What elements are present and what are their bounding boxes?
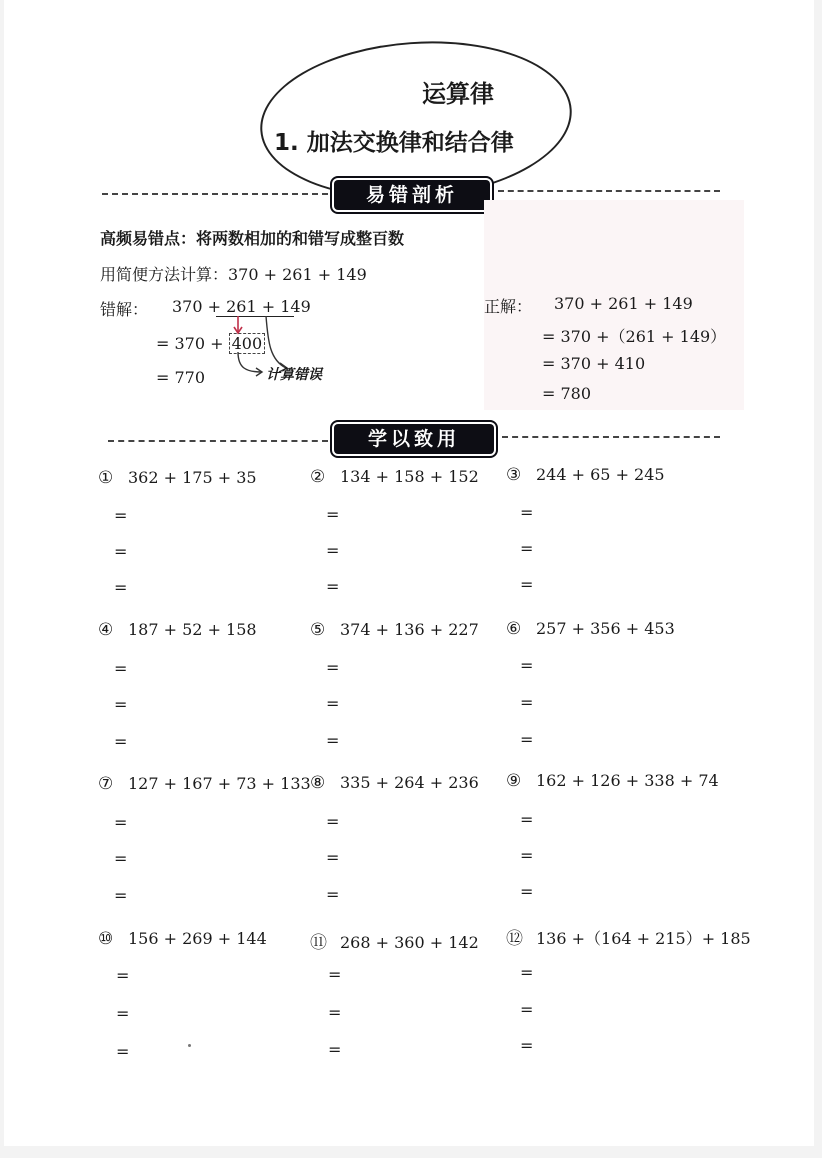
problem-expression: 335 + 264 + 236: [340, 773, 479, 792]
answer-line: =: [520, 656, 534, 675]
problem-number: ⑦: [98, 774, 114, 794]
answer-line: =: [520, 1036, 534, 1055]
answer-line: =: [326, 885, 340, 904]
answer-line: =: [114, 886, 128, 905]
correct-line-4: = 780: [542, 384, 592, 403]
problem-number: ⑩: [98, 929, 114, 949]
answer-line: =: [328, 965, 342, 984]
answer-line: =: [114, 813, 128, 832]
problem-expression: 136 +（164 + 215）+ 185: [536, 929, 751, 948]
problem-expression: 156 + 269 + 144: [128, 929, 267, 948]
problem-number: ②: [310, 467, 326, 487]
wrong-value-box: 400: [229, 333, 266, 354]
answer-line: =: [114, 849, 128, 868]
wrong-solution-label: 错解：: [100, 300, 149, 319]
wrong-line-3: = 770: [156, 368, 206, 387]
problem-expression: 244 + 65 + 245: [536, 465, 665, 484]
high-frequency-text: 将两数相加的和错写成整百数: [196, 229, 405, 248]
correct-solution-label: 正解：: [484, 297, 533, 316]
answer-line: =: [326, 541, 340, 560]
problem-7: [98, 774, 311, 794]
wrong-line-2-a: = 370 +: [156, 334, 229, 353]
answer-line: =: [114, 659, 128, 678]
worksheet-page: [4, 0, 814, 1146]
problem-2: [310, 467, 479, 487]
problem-expression: 374 + 136 + 227: [340, 620, 479, 639]
wrong-line-1-a: 370 +: [172, 297, 227, 316]
problem-number: ⑧: [310, 773, 326, 793]
problem-6: [506, 619, 675, 639]
problem-number: ①: [98, 468, 114, 488]
answer-line: =: [520, 1000, 534, 1019]
answer-line: =: [326, 731, 340, 750]
problem-9: [506, 771, 719, 791]
problem-expression: 134 + 158 + 152: [340, 467, 479, 486]
problem-11: [310, 928, 479, 953]
problem-5: [310, 620, 479, 640]
answer-line: =: [328, 1040, 342, 1059]
answer-line: =: [326, 577, 340, 596]
problem-number: ⑫: [506, 929, 523, 949]
answer-line: =: [326, 658, 340, 677]
stray-dot: [188, 1044, 191, 1047]
problem-expression: 187 + 52 + 158: [128, 620, 257, 639]
correct-line-3: = 370 + 410: [542, 354, 646, 373]
answer-line: =: [328, 1003, 342, 1022]
high-frequency-label: 高频易错点：: [100, 229, 197, 248]
problem-expression: 268 + 360 + 142: [340, 933, 479, 952]
problem-1: [98, 468, 257, 488]
problem-number: ⑪: [310, 933, 327, 953]
answer-line: =: [114, 506, 128, 525]
problem-number: ④: [98, 620, 114, 640]
error-note: 计算错误: [266, 367, 322, 383]
wrong-line-1-b: 261 + 149: [226, 297, 311, 316]
answer-line: =: [326, 505, 340, 524]
answer-line: =: [116, 1004, 130, 1023]
answer-line: =: [114, 732, 128, 751]
problem-4: [98, 620, 257, 640]
answer-line: =: [114, 695, 128, 714]
answer-line: =: [520, 503, 534, 522]
section2-divider-left: [108, 440, 328, 442]
correct-line-1: 370 + 261 + 149: [554, 294, 693, 313]
answer-line: =: [116, 966, 130, 985]
high-frequency-error: [100, 226, 404, 249]
problem-8: [310, 773, 479, 793]
section2-divider-right: [502, 436, 720, 438]
section-label-errors: 易错剖析: [334, 180, 490, 210]
problem-10: [98, 929, 267, 949]
problem-number: ⑨: [506, 771, 522, 791]
answer-line: =: [520, 846, 534, 865]
problem-expression: 127 + 167 + 73 + 133: [128, 774, 311, 793]
problem-number: ③: [506, 465, 522, 485]
section-divider-left: [102, 193, 328, 195]
problem-12: [506, 924, 751, 949]
answer-line: =: [326, 812, 340, 831]
answer-line: =: [520, 693, 534, 712]
answer-line: =: [114, 578, 128, 597]
problem-3: [506, 465, 665, 485]
answer-line: =: [520, 539, 534, 558]
instruction-text: 用简便方法计算：370 + 261 + 149: [100, 265, 367, 284]
problem-number: ⑤: [310, 620, 326, 640]
correct-line-2: = 370 +（261 + 149）: [542, 327, 727, 346]
page-subtitle: 1. 加法交换律和结合律: [274, 130, 514, 156]
answer-line: =: [520, 810, 534, 829]
problem-expression: 257 + 356 + 453: [536, 619, 675, 638]
answer-line: =: [116, 1042, 130, 1061]
answer-line: =: [520, 730, 534, 749]
problem-number: ⑥: [506, 619, 522, 639]
problem-expression: 362 + 175 + 35: [128, 468, 257, 487]
answer-line: =: [520, 882, 534, 901]
answer-line: =: [520, 575, 534, 594]
problem-expression: 162 + 126 + 338 + 74: [536, 771, 719, 790]
answer-line: =: [520, 963, 534, 982]
section-label-practice: 学以致用: [334, 424, 494, 454]
answer-line: =: [326, 848, 340, 867]
answer-line: =: [114, 542, 128, 561]
section-divider-right: [498, 190, 720, 192]
answer-line: =: [326, 694, 340, 713]
page-title: 运算律: [422, 80, 494, 108]
